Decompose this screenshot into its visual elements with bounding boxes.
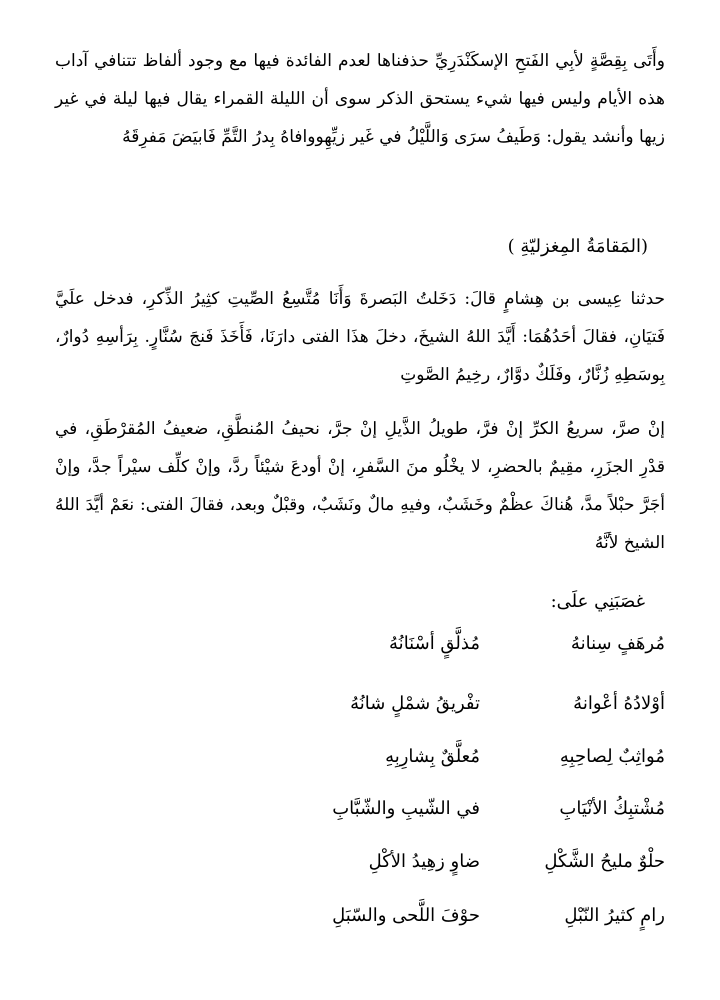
verse-line-3 xyxy=(245,738,665,776)
intro-paragraph: وأَتَى بِقِصَّةٍ لأبِي الفَتحِ الإسكَنْدَرِيِّ حذفناها لعدم الفائدة فيها مع وجود ألفاظ تتنافي آداب هذه الأيام وليس فيها شيء يستحق الذكر سوى أن الليلة القمراء يقال فيها ليلة في غير زيها وأنشد يقول: وَطَيفُ سرَى وَاللَّيْلُ في غَير زيِّهِووافاهُ بِدرُ التَّمِّ فَابيَضَ مَفرِقَهُ xyxy=(55,51,665,147)
verse-left-hemistich: تفْريقُ شمْلٍ شانُهُ xyxy=(350,693,480,714)
body-paragraph-1: حدثنا عِيسى بن هِشامٍ قالَ: دَخَلتُ البَصرةَ وَأَنَا مُتَّسِعُ الصِّيتِ كثِيرُ الذِّكرِ، فدخل علَيَّ فَتيَانِ، فقالَ أحَدُهُمَا: أَيَّدَ اللهُ الشيخَ، دخلَ هذَا الفتى دارَنَا، فَأَخَذَ فَنجَ سُنَّارٍ. بِرَأسِهِ دُوارٌ، بِوسَطِهِ زُنَّارٌ، وفَلَكٌ دوَّارٌ، رخِيمُ الصَّوتِ xyxy=(55,289,665,385)
verse-right-hemistich: مُواثِبٌ لِصاحِبِهِ xyxy=(559,746,665,767)
verse-left-hemistich: في الشّيبِ والشّبَّابِ xyxy=(332,798,480,819)
verse-left-hemistich: حوْفَ اللَّحى والسّبَلِ xyxy=(332,905,480,926)
verse-line-4 xyxy=(245,790,665,828)
verse-right-hemistich: أوْلادُهُ أعْوانهُ xyxy=(573,693,665,714)
verse-intro: غصَبَنِي علَى: xyxy=(550,591,645,612)
body-paragraph-2: إنْ صرَّ، سريعُ الكرِّ إنْ فرَّ، طويلُ الذَّيلِ إنْ جرَّ، نحيفُ المُنطَّقِ، ضعيفُ المُقرْطَقِ، في قدْرِ الجزَرِ، مقِيمٌ بالحضرِ، لا يخْلُو منَ السَّفرِ، إنْ أودعَ شيْئاً ردَّ، وإنْ كلِّف سيْراً جدَّ، وإنْ أجَرَّ حبْلاً مدَّ، هُناكَ عظْمٌ وخَشَبٌ، وفيهِ مالٌ ونَشَبٌ، وقبْلٌ وبعد، فقالَ الفتى: نعَمْ أيَّدَ اللهُ الشيخ لأنَّهُ xyxy=(55,419,665,553)
verse-right-hemistich: مُرهَفٍ سِنانهُ xyxy=(570,633,665,654)
verse-line-6 xyxy=(245,897,665,935)
verse-line-2 xyxy=(245,685,665,723)
verse-left-hemistich: مُذلَّقٍ أسْنَانُهُ xyxy=(389,633,480,654)
verse-line-1 xyxy=(245,625,665,663)
verse-line-5 xyxy=(245,843,665,881)
verse-left-hemistich: مُعلَّقٌ بِشارِبِهِ xyxy=(385,746,480,767)
verse-right-hemistich: رامٍ كثيرُ النّبْلِ xyxy=(564,905,665,926)
section-heading: (المَقامَةُ المِغزليّةِ ) xyxy=(507,236,648,257)
verse-right-hemistich: حلْوٌ مليحُ الشَّكْلِ xyxy=(544,851,665,872)
verse-left-hemistich: ضاوٍ زهِيدُ الأكْلِ xyxy=(368,851,480,872)
verse-right-hemistich: مُشْتبِكُ الأنْيَابِ xyxy=(559,798,665,819)
